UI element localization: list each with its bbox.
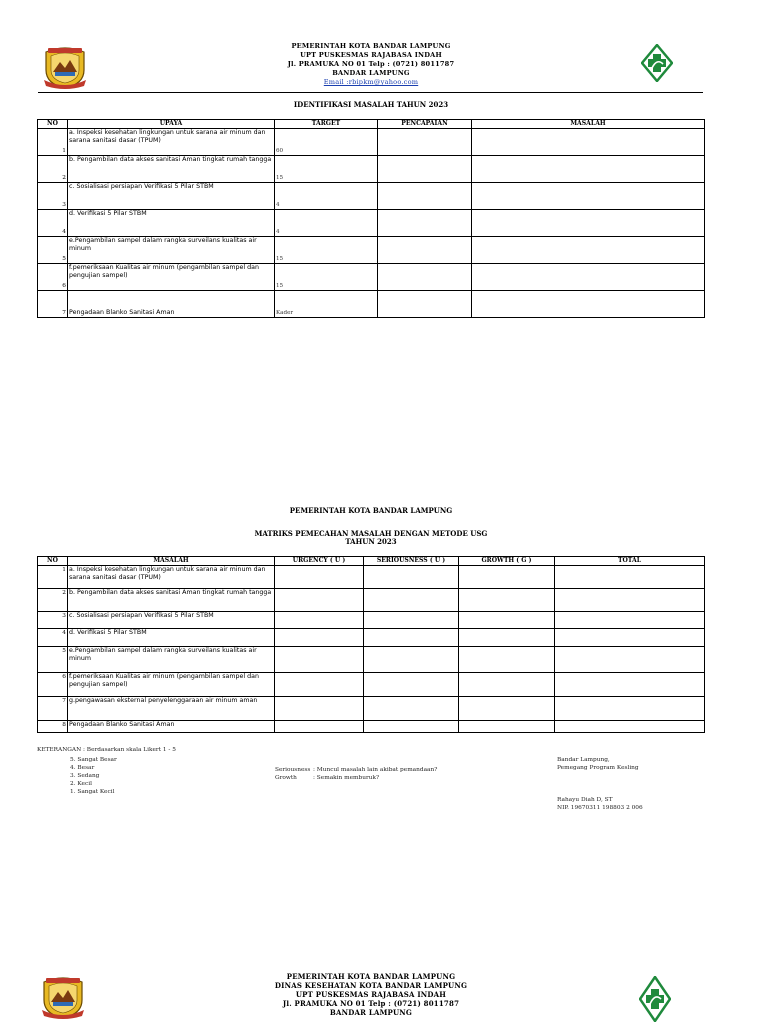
letterhead-dept: DINAS KESEHATAN KOTA BANDAR LAMPUNG: [274, 981, 468, 990]
table1-col-upaya: UPAYA: [68, 120, 275, 129]
row-upaya: a. Inspeksi kesehatan lingkungan untuk sarana air minum dan sarana sanitasi dasar (TPUM): [68, 129, 275, 156]
row-masalah: e.Pengambilan sampel dalam rangka surveilans kualitas air minum: [68, 647, 275, 673]
row-no: 1: [38, 566, 68, 589]
row-urgency: [275, 673, 364, 697]
section2-year: TAHUN 2023: [345, 537, 397, 546]
row-target: 4: [275, 210, 378, 237]
row-no: 5: [38, 237, 68, 264]
row-masalah: c. Sosialisasi persiapan Verifikasi 5 Pilar STBM: [68, 612, 275, 629]
table1-title: IDENTIFIKASI MASALAH TAHUN 2023: [293, 100, 449, 109]
row-total: [555, 647, 705, 673]
likert-item: 5. Sangat Besar: [70, 757, 117, 763]
table-row: [38, 156, 705, 183]
row-masalah: [472, 210, 705, 237]
row-urgency: [275, 647, 364, 673]
puskesmas-logo: [639, 976, 671, 1022]
table2-col-growth: GROWTH ( G ): [459, 557, 555, 566]
row-masalah: [472, 264, 705, 291]
table-row: [38, 721, 705, 733]
signature-nip: NIP. 19670311 198803 2 006: [557, 805, 643, 811]
row-growth: [459, 612, 555, 629]
table2-col-seriousness: SERIOUSNESS ( U ): [364, 557, 459, 566]
usg-matrix-table: [37, 556, 705, 733]
likert-item: 2. Kecil: [70, 781, 92, 787]
section2-org: PEMERINTAH KOTA BANDAR LAMPUNG: [289, 506, 453, 515]
row-masalah: [472, 129, 705, 156]
table-row: [38, 291, 705, 318]
row-total: [555, 612, 705, 629]
definition-term: Growth: [275, 775, 297, 781]
definition-row: [275, 774, 437, 782]
row-pencapaian: [378, 237, 472, 264]
row-seriousness: [364, 647, 459, 673]
row-seriousness: [364, 697, 459, 721]
row-target: Kader: [275, 291, 378, 318]
row-masalah: [472, 237, 705, 264]
row-total: [555, 721, 705, 733]
table-row: [38, 210, 705, 237]
row-pencapaian: [378, 264, 472, 291]
row-total: [555, 589, 705, 612]
row-masalah: d. Verifikasi 5 Pilar STBM: [68, 629, 275, 647]
row-seriousness: [364, 673, 459, 697]
likert-item: 4. Besar: [70, 765, 95, 771]
row-upaya: f.pemeriksaan Kualitas air minum (pengambilan sampel dan pengujian sampel): [68, 264, 275, 291]
row-upaya: b. Pengambilan data akses sanitasi Aman tingkat rumah tangga: [68, 156, 275, 183]
row-pencapaian: [378, 291, 472, 318]
table-row: [38, 612, 705, 629]
row-target: 15: [275, 237, 378, 264]
row-urgency: [275, 721, 364, 733]
row-pencapaian: [378, 210, 472, 237]
row-target: 4: [275, 183, 378, 210]
letterhead-email-link[interactable]: Email :rbipkm@yahoo.com: [323, 78, 419, 86]
row-no: 6: [38, 673, 68, 697]
row-no: 8: [38, 721, 68, 733]
definition-row: [275, 766, 437, 774]
section2-title: MATRIKS PEMECAHAN MASALAH DENGAN METODE USG: [254, 529, 488, 538]
table-row: [38, 237, 705, 264]
likert-item: 3. Sedang: [70, 773, 100, 779]
row-total: [555, 629, 705, 647]
row-no: 7: [38, 697, 68, 721]
letterhead-2: [230, 972, 512, 1017]
row-growth: [459, 566, 555, 589]
problem-identification-table: [37, 119, 705, 318]
row-masalah: g.pengawasan eksternal penyelenggaraan air minum aman: [68, 697, 275, 721]
table-row: [38, 673, 705, 697]
row-no: 7: [38, 291, 68, 318]
row-seriousness: [364, 629, 459, 647]
row-no: 1: [38, 129, 68, 156]
row-target: 15: [275, 156, 378, 183]
row-no: 6: [38, 264, 68, 291]
table-row: [38, 566, 705, 589]
usg-definitions: [275, 766, 437, 782]
letterhead-org: PEMERINTAH KOTA BANDAR LAMPUNG: [291, 42, 451, 50]
table-row: [38, 697, 705, 721]
row-masalah: Pengadaan Blanko Sanitasi Aman: [68, 721, 275, 733]
row-no: 4: [38, 629, 68, 647]
row-seriousness: [364, 566, 459, 589]
row-upaya: e.Pengambilan sampel dalam rangka surveilans kualitas air minum: [68, 237, 275, 264]
row-pencapaian: [378, 183, 472, 210]
letterhead-city: BANDAR LAMPUNG: [332, 69, 410, 77]
table2-col-total: TOTAL: [555, 557, 705, 566]
row-no: 3: [38, 183, 68, 210]
table-row: [38, 129, 705, 156]
row-urgency: [275, 697, 364, 721]
table2-col-urgency: URGENCY ( U ): [275, 557, 364, 566]
row-pencapaian: [378, 129, 472, 156]
puskesmas-logo: [641, 44, 673, 82]
letterhead-address: Jl. PRAMUKA NO 01 Telp : (0721) 8011787: [282, 999, 460, 1008]
letterhead-org: PEMERINTAH KOTA BANDAR LAMPUNG: [286, 972, 456, 981]
row-total: [555, 673, 705, 697]
table2-col-masalah: MASALAH: [68, 557, 275, 566]
table-row: [38, 589, 705, 612]
row-target: 60: [275, 129, 378, 156]
table2-header-row: [38, 557, 705, 566]
row-masalah: f.pemeriksaan Kualitas air minum (pengambilan sampel dan pengujian sampel): [68, 673, 275, 697]
row-urgency: [275, 566, 364, 589]
signature-role: Pemegang Program Kesling: [557, 765, 639, 771]
letterhead-unit: UPT PUSKESMAS RAJABASA INDAH: [295, 990, 447, 999]
row-no: 3: [38, 612, 68, 629]
table1-col-masalah: MASALAH: [472, 120, 705, 129]
row-growth: [459, 629, 555, 647]
letterhead-1: [240, 42, 502, 87]
row-upaya: Pengadaan Blanko Sanitasi Aman: [68, 291, 275, 318]
row-seriousness: [364, 589, 459, 612]
row-masalah: [472, 183, 705, 210]
row-seriousness: [364, 612, 459, 629]
row-masalah: a. Inspeksi kesehatan lingkungan untuk sarana air minum dan sarana sanitasi dasar (TPUM): [68, 566, 275, 589]
table1-header-row: [38, 120, 705, 129]
city-logo: [40, 42, 90, 90]
row-upaya: c. Sosialisasi persiapan Verifikasi 5 Pilar STBM: [68, 183, 275, 210]
row-urgency: [275, 629, 364, 647]
row-growth: [459, 721, 555, 733]
row-no: 2: [38, 589, 68, 612]
table-row: [38, 183, 705, 210]
row-growth: [459, 673, 555, 697]
row-urgency: [275, 589, 364, 612]
table1-col-pencapaian: PENCAPAIAN: [378, 120, 472, 129]
row-growth: [459, 589, 555, 612]
row-growth: [459, 647, 555, 673]
table-row: [38, 647, 705, 673]
table2-col-no: NO: [38, 557, 68, 566]
row-total: [555, 697, 705, 721]
row-urgency: [275, 612, 364, 629]
letterhead-rule: [38, 92, 703, 93]
table-row: [38, 264, 705, 291]
row-total: [555, 566, 705, 589]
definition-desc: : Muncul masalah lain akibat pemandaan?: [313, 767, 438, 773]
row-masalah: [472, 291, 705, 318]
row-target: 15: [275, 264, 378, 291]
row-upaya: d. Verifikasi 5 Pilar STBM: [68, 210, 275, 237]
table1-col-no: NO: [38, 120, 68, 129]
likert-scale-list: [70, 756, 117, 796]
table-row: [38, 629, 705, 647]
signature-name: Rahayu Diah D, ST: [557, 797, 613, 803]
row-growth: [459, 697, 555, 721]
row-seriousness: [364, 721, 459, 733]
table1-col-target: TARGET: [275, 120, 378, 129]
row-masalah: b. Pengambilan data akses sanitasi Aman tingkat rumah tangga: [68, 589, 275, 612]
likert-item: 1. Sangat Kecil: [70, 789, 115, 795]
letterhead-city: BANDAR LAMPUNG: [329, 1008, 413, 1017]
definition-term: Seriousness: [275, 767, 311, 773]
row-no: 2: [38, 156, 68, 183]
row-masalah: [472, 156, 705, 183]
city-logo: [38, 972, 88, 1020]
signature-block: [557, 756, 643, 812]
legend-title: KETERANGAN : Berdasarkan skala Likert 1 - 5: [37, 747, 176, 753]
row-no: 4: [38, 210, 68, 237]
signature-place: Bandar Lampung,: [557, 757, 610, 763]
row-no: 5: [38, 647, 68, 673]
definition-desc: : Semakin memburuk?: [313, 775, 380, 781]
letterhead-address: Jl. PRAMUKA NO 01 Telp : (0721) 8011787: [287, 60, 455, 68]
row-pencapaian: [378, 156, 472, 183]
letterhead-unit: UPT PUSKESMAS RAJABASA INDAH: [300, 51, 442, 59]
